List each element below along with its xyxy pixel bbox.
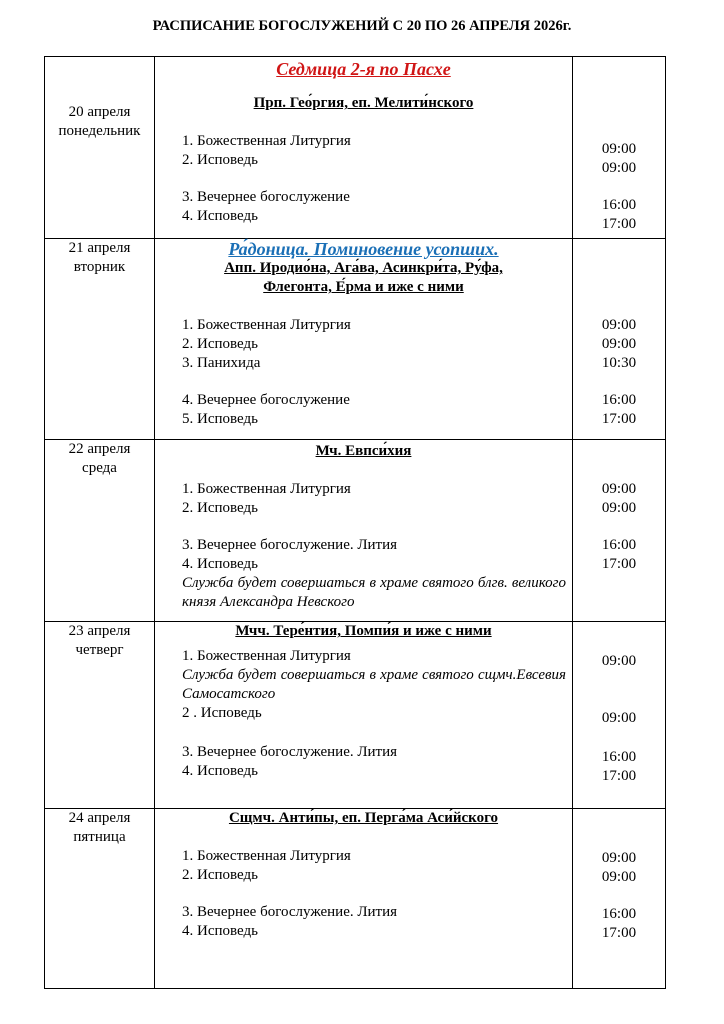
weekday: вторник (73, 259, 126, 275)
saint-heading: Мч. Евпси́хия (315, 443, 412, 459)
date-cell (45, 809, 155, 989)
service-time: 09:00 (601, 141, 637, 157)
date: 23 апреля (68, 623, 131, 639)
service-note: Служба будет совершаться в храме святого блгв. великого князя Александра Невского (182, 575, 566, 610)
service-item: 4. Исповедь (182, 556, 258, 572)
services-cell (155, 809, 573, 989)
service-item: 1. Божественная Литургия (182, 648, 351, 664)
saint-heading: Мчч. Тере́нтия, Помпи́я и иже с ними (235, 623, 492, 639)
services-cell (155, 622, 573, 809)
service-item: 3. Вечернее богослужение. Лития (182, 744, 398, 760)
service-time: 16:00 (601, 537, 637, 553)
service-item: 1. Божественная Литургия (182, 848, 351, 864)
services-cell (155, 440, 573, 622)
service-time: 09:00 (601, 869, 637, 885)
table-row (45, 440, 666, 622)
service-item: 2. Исповедь (182, 500, 258, 516)
service-item: 4. Исповедь (182, 763, 258, 779)
service-time: 09:00 (601, 710, 637, 726)
date-cell (45, 440, 155, 622)
service-time: 17:00 (601, 216, 637, 232)
service-time: 16:00 (601, 906, 637, 922)
service-time: 09:00 (601, 481, 637, 497)
date: 24 апреля (68, 810, 131, 826)
times-cell (573, 239, 666, 440)
week-heading: Седмица 2-я по Пасхе (276, 59, 451, 79)
weekday: четверг (75, 642, 124, 658)
services-cell (155, 239, 573, 440)
service-time: 09:00 (601, 850, 637, 866)
service-time: 09:00 (601, 336, 637, 352)
day-heading: Ра́доница. Поминовение усопших. (228, 239, 499, 259)
times-cell (573, 440, 666, 622)
service-time: 16:00 (601, 392, 637, 408)
service-time: 16:00 (601, 749, 637, 765)
service-item: 3. Вечернее богослужение. Лития (182, 537, 398, 553)
weekday: понедельник (58, 123, 141, 139)
service-item: 4. Исповедь (182, 208, 258, 224)
service-time: 17:00 (601, 411, 637, 427)
service-time: 16:00 (601, 197, 637, 213)
times-cell (573, 622, 666, 809)
weekday: среда (82, 460, 117, 476)
service-item: 2 . Исповедь (182, 705, 262, 721)
service-time: 10:30 (601, 355, 637, 371)
times-cell (573, 809, 666, 989)
service-item: 2. Исповедь (182, 867, 258, 883)
times-cell (573, 57, 666, 239)
weekday: пятница (73, 829, 126, 845)
service-time: 09:00 (601, 317, 637, 333)
saint-heading: Сщмч. Анти́пы, еп. Перга́ма Аси́йского (228, 810, 499, 826)
service-item: 3. Панихида (182, 355, 261, 371)
date: 21 апреля (68, 240, 131, 256)
table-row (45, 622, 666, 809)
service-item: 2. Исповедь (182, 336, 258, 352)
service-item: 1. Божественная Литургия (182, 481, 351, 497)
table-row (45, 809, 666, 989)
service-item: 3. Вечернее богослужение. Лития (182, 904, 398, 920)
service-time: 09:00 (601, 160, 637, 176)
service-item: 3. Вечернее богослужение (182, 189, 350, 205)
schedule-table (44, 56, 666, 989)
saint-heading: Апп. Иродио́на, Ага́ва, Асинкри́та, Ру́фа, (224, 260, 503, 276)
page-title: РАСПИСАНИЕ БОГОСЛУЖЕНИЙ С 20 ПО 26 АПРЕЛЯ 2026г. (152, 18, 572, 34)
date: 20 апреля (68, 104, 131, 120)
saint-heading: Прп. Гео́ргия, еп. Мелити́нского (253, 95, 474, 111)
table-row (45, 57, 666, 239)
service-time: 17:00 (601, 556, 637, 572)
date-cell (45, 622, 155, 809)
date: 22 апреля (68, 441, 131, 457)
service-item: 2. Исповедь (182, 152, 258, 168)
service-time: 09:00 (601, 500, 637, 516)
service-item: 5. Исповедь (182, 411, 258, 427)
saint-heading: Флегонта, Е́рма и иже с ними (263, 279, 464, 295)
service-time: 17:00 (601, 925, 637, 941)
table-row (45, 239, 666, 440)
service-time: 09:00 (601, 653, 637, 669)
service-item: 4. Вечернее богослужение (182, 392, 350, 408)
service-note: Служба будет совершаться в храме святого сщмч.Евсевия Самосатского (182, 667, 566, 702)
services-cell (155, 57, 573, 239)
service-item: 4. Исповедь (182, 923, 258, 939)
service-item: 1. Божественная Литургия (182, 317, 351, 333)
service-item: 1. Божественная Литургия (182, 133, 351, 149)
date-cell (45, 239, 155, 440)
date-cell (45, 57, 155, 239)
service-time: 17:00 (601, 768, 637, 784)
